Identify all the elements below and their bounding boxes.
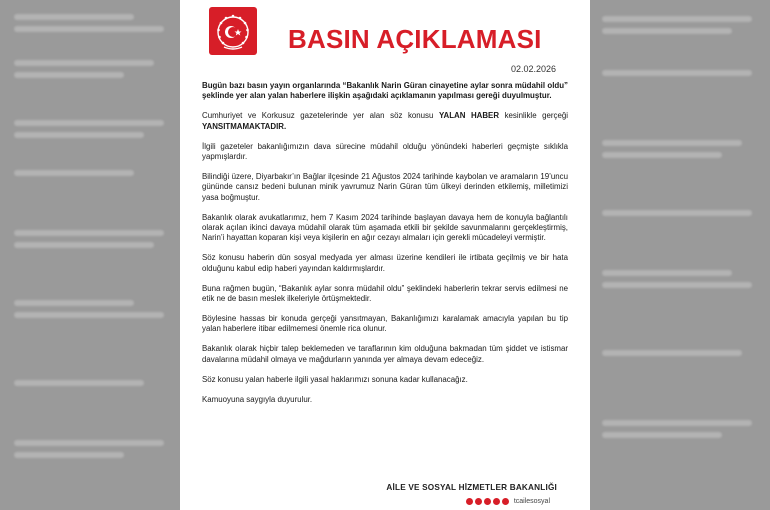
facebook-icon[interactable] [484, 498, 491, 505]
body-paragraph [202, 172, 568, 203]
paragraph-text: kesinlikle gerçeği [499, 111, 569, 121]
youtube-icon[interactable] [493, 498, 500, 505]
body-paragraph [202, 81, 568, 102]
twitter-icon[interactable] [475, 498, 482, 505]
body-paragraph [202, 253, 568, 274]
web-icon[interactable] [502, 498, 509, 505]
paragraph-text: İlgili gazeteler bakanlığımızın dava sürecine müdahil olduğu yönündeki haberleri geçmişte sıklıkla yapmışlardır. [202, 141, 568, 162]
body-paragraph [202, 395, 568, 405]
body-paragraph [202, 142, 568, 163]
paragraph-text: Söz konusu haberin dün sosyal medyada yer alması üzerine kendileri ile irtibata geçilmiş ve bir hata olduğunu kabul edip haberi yayından kaldırmışlardır. [202, 253, 568, 273]
instagram-icon[interactable] [466, 498, 473, 505]
background-left [0, 0, 180, 510]
release-body [202, 81, 568, 414]
paragraph-text: Cumhuriyet ve Korkusuz gazetelerinde yer alan söz konusu [202, 111, 439, 121]
paragraph-text: Bakanlık olarak avukatlarımız, hem 7 Kasım 2024 tarihinde başlayan davaya hem de konuyla bağlantılı olarak açılan ikinci davaya müdahil olarak tüm aşamada etkili bir şekilde savunmalarını gerçekleştirmiş, Narin’i hayattan koparan kişi veya kişilerin en ağır cezayı almaları için gerekli mücadeleyi vermiştir. [202, 212, 568, 243]
release-date: 02.02.2026 [510, 64, 556, 74]
ministry-name: AİLE VE SOSYAL HİZMETLER BAKANLIĞI [386, 483, 557, 492]
bold-text: YALAN HABER [438, 111, 500, 121]
bold-text: YANSITMAMAKTADIR. [202, 121, 287, 131]
body-paragraph [202, 314, 568, 335]
social-media-bar [466, 497, 550, 506]
paragraph-text: Bakanlık olarak hiçbir talep beklemeden ve taraflarının kim olduğuna bakmadan tüm şiddet ve istismar davalarına müdahil olmaya ve mağdurların yanında yer almaya devam edeceğiz. [202, 344, 568, 364]
paragraph-text: Bilindiği üzere, Diyarbakır’ın Bağlar ilçesinde 21 Ağustos 2024 tarihinde kaybolan ve aramaların 19’uncu gününde cansız bedeni bulunan minik yavrumuz Narin Güran tüm ülkeyi derinden etkilemiş, milletimizi yasa boğmuştur. [202, 171, 568, 202]
body-paragraph [202, 375, 568, 385]
paragraph-text: Böylesine hassas bir konuda gerçeği yansıtmayan, Bakanlığımızı karalamak amacıyla yapılan bu tip yalan haberlere itibar edilmemesi önemle rica olunur. [202, 314, 568, 334]
body-paragraph [202, 213, 568, 244]
body-paragraph [202, 111, 568, 132]
bold-text: Bugün bazı basın yayın organlarında “Bakanlık Narin Güran cinayetine aylar sonra müdahil oldu” şeklinde yer alan yalan haberlere ilişkin aşağıdaki açıklamanın yapılması gereği duyulmuştur. [202, 81, 568, 101]
body-paragraph [202, 344, 568, 365]
body-paragraph [202, 284, 568, 305]
document-header [180, 0, 590, 62]
background-right [590, 0, 770, 510]
social-handle[interactable]: tcailesosyal [513, 498, 550, 505]
paragraph-text: Buna rağmen bugün, “Bakanlık aylar sonra müdahil oldu” şeklindeki haberlerin tekrar servis edilmesi ne etik ne de basın meslek ilkeleriyle örtüşmektedir. [202, 283, 568, 304]
page-title: BASIN AÇIKLAMASI [288, 24, 542, 54]
paragraph-text: Söz konusu yalan haberle ilgili yasal haklarımızı sonuna kadar kullanacağız. [202, 374, 468, 384]
press-release-document [180, 0, 590, 510]
ministry-logo-icon [209, 7, 257, 55]
paragraph-text: Kamuoyuna saygıyla duyurulur. [202, 394, 313, 404]
